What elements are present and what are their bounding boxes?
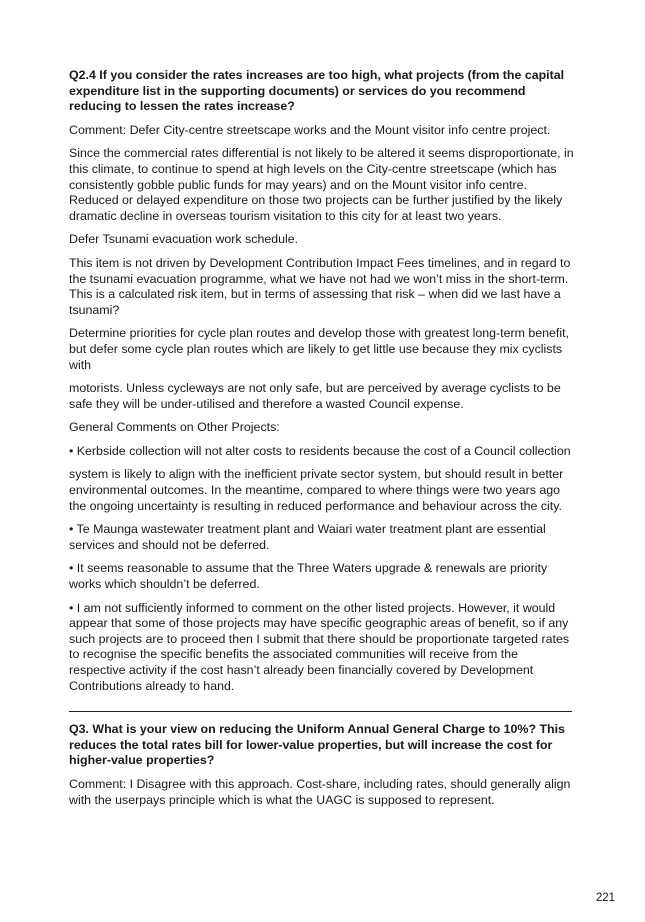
question-2-4-heading: Q2.4 If you consider the rates increases are too high, what projects (from the capital expenditure list in the supporting documents) or services do you recommend reducing to lessen the rates increase?	[69, 68, 565, 114]
page-number: 221	[595, 892, 615, 904]
q24-other-projects-bullet: • I am not sufficiently informed to comment on the other listed projects. However, it would appear that some of those projects may have specific geographic areas of benefit, so if any such projects are to proceed then I submit that there should be proportionate targeted rates to recognise the specific benefits the associated communities will receive from the respective activity if the cost hasn’t already been financially covered by Development Contributions already to hand.	[69, 600, 570, 693]
q24-streetscape-rationale: Since the commercial rates differential is not likely to be altered it seems disproportionate, in this climate, to continue to spend at high levels on the City-centre streetscape (which has consistently gobble public funds for may years) and on the Mount visitor info centre. Reduced or delayed expenditure on those two projects can be further justified by the likely dramatic decline in overseas tourism visitation to this city for at least two years.	[69, 146, 574, 223]
document-page	[69, 68, 575, 816]
q24-comment: Comment: Defer City-centre streetscape works and the Mount visitor info centre project.	[69, 122, 551, 137]
q24-general-comments-label: General Comments on Other Projects:	[69, 420, 280, 435]
q24-te-maunga-bullet: • Te Maunga wastewater treatment plant and Waiari water treatment plant are essential services and should not be deferred.	[69, 522, 546, 552]
section-divider	[69, 711, 572, 712]
q24-cycle-plan-continued: motorists. Unless cycleways are not only safe, but are perceived by average cyclists to be safe they will be under-utilised and therefore a wasted Council expense.	[69, 381, 561, 411]
q24-tsunami-defer: Defer Tsunami evacuation work schedule.	[69, 232, 299, 247]
question-3-heading: Q3. What is your view on reducing the Uniform Annual General Charge to 10%? This reduces the total rates bill for lower-value properties, but will increase the cost for higher-value properties?	[69, 722, 565, 768]
q24-tsunami-rationale: This item is not driven by Development Contribution Impact Fees timelines, and in regard to the tsunami evacuation programme, what we have not had we won’t miss in the short-term. This is a calculated risk item, but in terms of assessing that risk – when did we last have a tsunami?	[69, 255, 571, 317]
q24-kerbside-bullet: • Kerbside collection will not alter costs to residents because the cost of a Council collection	[69, 443, 571, 458]
q24-cycle-plan: Determine priorities for cycle plan routes and develop those with greatest long-term benefit, but defer some cycle plan routes which are likely to get little use because they mix cyclists with	[69, 326, 570, 372]
q24-three-waters-bullet: • It seems reasonable to assume that the Three Waters upgrade & renewals are priority works which shouldn’t be deferred.	[69, 561, 548, 592]
q24-kerbside-continued: system is likely to align with the inefficient private sector system, but should result in better environmental outcomes. In the meantime, compared to where things were two years ago the ongoing uncertainty is resulting in reduced performance and behaviour across the city.	[69, 467, 564, 513]
q3-comment: Comment: I Disagree with this approach. Cost-share, including rates, should generally align with the userpays principle which is what the UAGC is supposed to represent.	[69, 776, 571, 807]
